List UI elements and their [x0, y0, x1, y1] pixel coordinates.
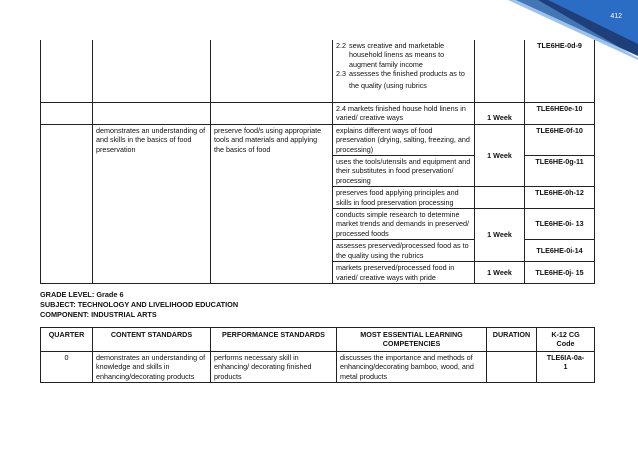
code-cell: TLE6IA-0a- 1	[537, 351, 595, 382]
competency-cell: conducts simple research to determine market trends and demands in preserved/ processed foods	[333, 209, 475, 240]
content-standard-cell: demonstrates an understanding of knowledge and skills in enhancing/decorating products	[93, 351, 211, 382]
competency-cell: discusses the importance and methods of enhancing/decorating bamboo, wood, and metal products	[337, 351, 487, 382]
content-standard-cell: demonstrates an understanding of and skills in the basics of food preservation	[93, 124, 211, 283]
code-cell: TLE6HE-0h-12	[525, 187, 595, 209]
duration-cell: 1 Week	[475, 124, 525, 186]
table-row	[41, 351, 595, 382]
header-code: K-12 CG Code	[537, 328, 595, 352]
header-competencies: MOST ESSENTIAL LEARNING COMPETENCIES	[337, 328, 487, 352]
subject: SUBJECT: TECHNOLOGY AND LIVELIHOOD EDUCATION	[40, 300, 239, 309]
continued-competency-table	[40, 40, 595, 284]
code-cell: TLE6HE0e-10	[525, 103, 595, 125]
competency-cell: 2.4 markets finished house hold linens in varied/ creative ways	[333, 103, 475, 125]
code-cell: TLE6HE-0j- 15	[525, 262, 595, 284]
code-cell: TLE6HE-0i-14	[525, 240, 595, 262]
code-cell: TLE6HE-0d-9	[525, 40, 595, 103]
competency-cell: explains different ways of food preservation (drying, salting, freezing, and processing)	[333, 124, 475, 155]
industrial-arts-table	[40, 327, 595, 383]
table-row	[41, 40, 595, 103]
duration-cell: 1 Week	[475, 262, 525, 284]
competency-cell: 2.2 sews creative and marketable household linens as means to augment family income 2.3 assesses the finished products as to the quality (using rubrics	[333, 40, 475, 103]
competency-cell: preserves food applying principles and skills in food preservation processing	[333, 187, 475, 209]
header-quarter: QUARTER	[41, 328, 93, 352]
table-row	[41, 103, 595, 125]
page-number: 412	[610, 13, 622, 20]
table-row	[41, 124, 595, 155]
code-cell: TLE6HE-0i- 13	[525, 209, 595, 240]
grade-info-block	[40, 290, 238, 320]
competency-cell: uses the tools/utensils and equipment and their substitutes in food preservation/ processing	[333, 156, 475, 187]
competency-cell: assesses preserved/processed food as to the quality using the rubrics	[333, 240, 475, 262]
quarter-cell: 0	[41, 351, 93, 382]
code-cell: TLE6HE-0g-11	[525, 156, 595, 187]
performance-standard-cell: performs necessary skill in enhancing/ decorating finished products	[211, 351, 337, 382]
duration-cell	[487, 351, 537, 382]
header-row	[41, 328, 595, 352]
duration-cell: 1 Week	[475, 103, 525, 125]
component: COMPONENT: INDUSTRIAL ARTS	[40, 310, 157, 319]
duration-cell: 1 Week	[475, 209, 525, 262]
performance-standard-cell: preserve food/s using appropriate tools and materials and applying the basics of food	[211, 124, 333, 283]
header-performance: PERFORMANCE STANDARDS	[211, 328, 337, 352]
header-content: CONTENT STANDARDS	[93, 328, 211, 352]
grade-level: GRADE LEVEL: Grade 6	[40, 290, 124, 299]
header-duration: DURATION	[487, 328, 537, 352]
code-cell: TLE6HE-0f-10	[525, 124, 595, 155]
competency-cell: markets preserved/processed food in varied/ creative ways with pride	[333, 262, 475, 284]
